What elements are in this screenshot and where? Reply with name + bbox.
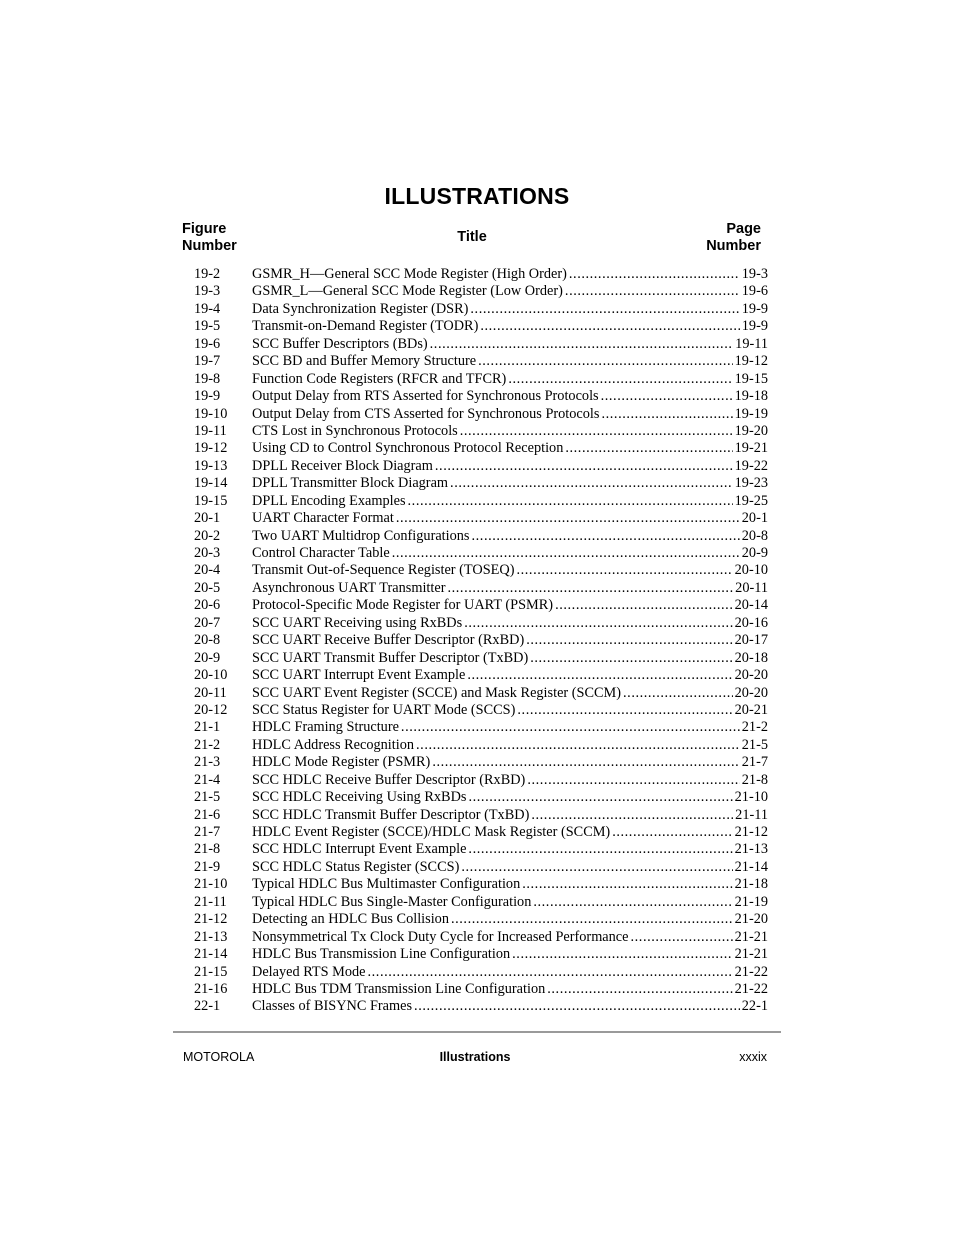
dot-leader xyxy=(478,353,733,370)
dot-leader xyxy=(531,807,733,824)
list-item[interactable] xyxy=(0,493,954,510)
entry-line xyxy=(252,929,768,946)
dot-leader xyxy=(601,388,733,405)
page-number: 20-17 xyxy=(734,632,768,649)
figure-title: SCC Status Register for UART Mode (SCCS) xyxy=(252,701,516,718)
column-header-page-line2: Number xyxy=(706,238,761,254)
entry-line xyxy=(252,562,768,579)
figure-number: 21-6 xyxy=(194,806,221,823)
figure-number: 20-11 xyxy=(194,684,227,701)
list-item[interactable] xyxy=(0,754,954,771)
list-item[interactable] xyxy=(0,719,954,736)
page-number: 21-20 xyxy=(734,911,768,928)
dot-leader xyxy=(460,423,733,440)
page-number: 22-1 xyxy=(741,998,768,1015)
figure-number: 19-6 xyxy=(194,335,221,352)
page-number: 21-5 xyxy=(741,736,768,753)
dot-leader xyxy=(516,562,732,579)
figure-number: 19-14 xyxy=(194,475,228,492)
entry-line xyxy=(252,981,768,998)
dot-leader xyxy=(517,702,732,719)
figure-title: Transmit-on-Demand Register (TODR) xyxy=(252,318,479,335)
entry-line xyxy=(252,737,768,754)
list-item[interactable] xyxy=(0,615,954,632)
figure-title: UART Character Format xyxy=(252,510,394,527)
figure-number: 21-2 xyxy=(194,736,221,753)
footer-publisher: MOTOROLA xyxy=(183,1050,255,1064)
entry-line xyxy=(252,859,768,876)
entry-line xyxy=(252,545,768,562)
figure-title: DPLL Receiver Block Diagram xyxy=(252,457,433,474)
figure-title: Classes of BISYNC Frames xyxy=(252,998,413,1015)
list-item[interactable] xyxy=(0,580,954,597)
dot-leader xyxy=(432,754,739,771)
figure-title: GSMR_H—General SCC Mode Register (High Order) xyxy=(252,266,567,282)
page-number: 20-11 xyxy=(735,579,768,596)
list-item[interactable] xyxy=(0,528,954,545)
list-item[interactable] xyxy=(0,789,954,806)
entry-line xyxy=(252,998,768,1015)
entry-line xyxy=(252,772,768,789)
figure-number: 20-6 xyxy=(194,597,221,614)
page-number: 21-7 xyxy=(741,754,768,771)
dot-leader xyxy=(533,894,732,911)
page-number: 19-25 xyxy=(734,492,768,509)
entry-line xyxy=(252,528,768,545)
figure-number: 20-5 xyxy=(194,579,221,596)
figure-number: 19-2 xyxy=(194,266,221,282)
dot-leader xyxy=(522,876,732,893)
entry-line xyxy=(252,318,768,335)
figure-number: 21-15 xyxy=(194,963,228,980)
dot-leader xyxy=(508,371,732,388)
figure-number: 20-2 xyxy=(194,527,221,544)
list-item[interactable] xyxy=(0,667,954,684)
figure-number: 21-3 xyxy=(194,754,221,771)
figure-title: HDLC Framing Structure xyxy=(252,719,399,736)
figure-title: SCC Buffer Descriptors (BDs) xyxy=(252,335,428,352)
page-number: 19-3 xyxy=(741,266,768,282)
dot-leader xyxy=(512,946,732,963)
column-header-figure-line1: Figure xyxy=(182,221,227,237)
page-number: 19-21 xyxy=(734,440,768,457)
figure-title: HDLC Address Recognition xyxy=(252,736,415,753)
list-item[interactable] xyxy=(0,702,954,719)
list-item[interactable] xyxy=(0,266,954,283)
page-number: 21-14 xyxy=(734,858,768,875)
dot-leader xyxy=(392,545,740,562)
page-number: 19-23 xyxy=(734,475,768,492)
page-number: 21-11 xyxy=(735,806,768,823)
dot-leader xyxy=(631,929,733,946)
list-item[interactable] xyxy=(0,371,954,388)
dot-leader xyxy=(527,772,739,789)
figure-number: 21-9 xyxy=(194,858,221,875)
list-item[interactable] xyxy=(0,475,954,492)
page-number: 19-19 xyxy=(734,405,768,422)
figure-title: Control Character Table xyxy=(252,545,390,561)
list-item[interactable] xyxy=(0,545,954,562)
page-number: 21-21 xyxy=(734,928,768,945)
dot-leader xyxy=(464,615,732,632)
entry-line xyxy=(252,685,768,702)
figure-title: Protocol-Specific Mode Register for UART (PSMR) xyxy=(252,597,554,614)
page-number: 19-18 xyxy=(734,388,768,405)
page-number: 20-18 xyxy=(734,649,768,666)
page-number: 21-13 xyxy=(734,841,768,858)
dot-leader xyxy=(435,458,733,475)
list-item[interactable] xyxy=(0,318,954,335)
figure-title: SCC HDLC Status Register (SCCS) xyxy=(252,858,460,875)
entry-line xyxy=(252,283,768,300)
column-header-page-number xyxy=(690,221,761,255)
footer-divider xyxy=(173,1031,781,1033)
list-item[interactable] xyxy=(0,406,954,423)
entry-line xyxy=(252,440,768,457)
page-number: 21-22 xyxy=(734,980,768,997)
entry-line xyxy=(252,894,768,911)
list-item[interactable] xyxy=(0,737,954,754)
figure-title: HDLC Bus Transmission Line Configuration xyxy=(252,946,511,963)
figure-number: 21-10 xyxy=(194,876,228,893)
list-item[interactable] xyxy=(0,301,954,318)
figure-title: CTS Lost in Synchronous Protocols xyxy=(252,422,458,439)
figure-title: SCC HDLC Interrupt Event Example xyxy=(252,841,467,858)
entry-line xyxy=(252,580,768,597)
figure-title: SCC HDLC Receive Buffer Descriptor (RxBD) xyxy=(252,771,526,788)
dot-leader xyxy=(450,475,733,492)
entry-line xyxy=(252,406,768,423)
column-header-page-line1: Page xyxy=(726,221,761,237)
list-item[interactable] xyxy=(0,876,954,893)
dot-leader xyxy=(401,719,740,736)
entry-line xyxy=(252,266,768,283)
page-number: 20-21 xyxy=(734,701,768,718)
figure-title: Using CD to Control Synchronous Protocol Reception xyxy=(252,440,564,457)
figure-title: Asynchronous UART Transmitter xyxy=(252,579,446,596)
list-item[interactable] xyxy=(0,423,954,440)
entry-line xyxy=(252,911,768,928)
figure-number: 21-4 xyxy=(194,771,221,788)
entry-line xyxy=(252,807,768,824)
list-item[interactable] xyxy=(0,964,954,981)
dot-leader xyxy=(526,632,732,649)
dot-leader xyxy=(468,841,732,858)
entry-line xyxy=(252,493,768,510)
list-item[interactable] xyxy=(0,894,954,911)
page-number: 19-11 xyxy=(735,335,768,352)
entry-line xyxy=(252,615,768,632)
entry-line xyxy=(252,650,768,667)
dot-leader xyxy=(470,301,739,318)
figure-title: Transmit Out-of-Sequence Register (TOSEQ) xyxy=(252,562,515,579)
entry-line xyxy=(252,423,768,440)
figure-number: 20-7 xyxy=(194,614,221,631)
figure-number: 21-1 xyxy=(194,719,221,736)
entry-line xyxy=(252,336,768,353)
figure-number: 19-5 xyxy=(194,318,221,335)
entry-line xyxy=(252,388,768,405)
page-number: 19-22 xyxy=(734,457,768,474)
dot-leader xyxy=(612,824,732,841)
dot-leader xyxy=(451,911,733,928)
dot-leader xyxy=(408,493,733,510)
figure-title: Output Delay from CTS Asserted for Synchronous Protocols xyxy=(252,405,600,422)
dot-leader xyxy=(601,406,732,423)
entry-line xyxy=(252,353,768,370)
page-number: 21-19 xyxy=(734,893,768,910)
list-item[interactable] xyxy=(0,929,954,946)
figure-title: Two UART Multidrop Configurations xyxy=(252,527,470,544)
figure-title: SCC UART Event Register (SCCE) and Mask Register (SCCM) xyxy=(252,684,622,701)
list-item[interactable] xyxy=(0,388,954,405)
entry-line xyxy=(252,946,768,963)
dot-leader xyxy=(569,266,740,283)
figure-title: Typical HDLC Bus Multimaster Configuration xyxy=(252,876,521,893)
list-item[interactable] xyxy=(0,824,954,841)
figure-title: HDLC Event Register (SCCE)/HDLC Mask Register (SCCM) xyxy=(252,824,611,840)
figure-number: 20-4 xyxy=(194,562,221,579)
page-number: 19-9 xyxy=(741,318,768,335)
figure-number: 19-7 xyxy=(194,353,221,370)
list-item[interactable] xyxy=(0,946,954,963)
figure-number: 21-13 xyxy=(194,928,228,945)
entry-line xyxy=(252,667,768,684)
figure-title: SCC UART Transmit Buffer Descriptor (TxBD) xyxy=(252,649,529,666)
figure-title: SCC UART Receive Buffer Descriptor (RxBD) xyxy=(252,632,525,649)
page-number: 19-9 xyxy=(741,300,768,317)
page-number: 19-6 xyxy=(741,283,768,300)
figure-number: 20-3 xyxy=(194,545,221,561)
page-number: 20-1 xyxy=(741,510,768,527)
footer-section-title: Illustrations xyxy=(439,1050,511,1064)
figure-title: Function Code Registers (RFCR and TFCR) xyxy=(252,370,507,387)
list-item[interactable] xyxy=(0,336,954,353)
dot-leader xyxy=(468,789,732,806)
entry-line xyxy=(252,301,768,318)
page-number: 19-15 xyxy=(734,370,768,387)
page-number: 21-18 xyxy=(734,876,768,893)
page-number: 19-20 xyxy=(734,422,768,439)
figure-title: SCC UART Receiving using RxBDs xyxy=(252,614,463,631)
figure-number: 19-12 xyxy=(194,440,228,457)
page-number: 21-12 xyxy=(734,824,768,840)
figure-title: Output Delay from RTS Asserted for Synchronous Protocols xyxy=(252,388,599,405)
figure-title: Data Synchronization Register (DSR) xyxy=(252,300,469,317)
figure-number: 19-11 xyxy=(194,422,227,439)
figure-number: 19-4 xyxy=(194,300,221,317)
figure-number: 19-13 xyxy=(194,457,228,474)
page-number: 21-8 xyxy=(741,771,768,788)
list-item[interactable] xyxy=(0,998,954,1015)
figure-number: 19-8 xyxy=(194,370,221,387)
dot-leader xyxy=(472,528,740,545)
list-item[interactable] xyxy=(0,859,954,876)
dot-leader xyxy=(430,336,734,353)
figure-title: SCC UART Interrupt Event Example xyxy=(252,667,466,684)
dot-leader xyxy=(414,998,740,1015)
page-number: 20-9 xyxy=(741,545,768,561)
illustrations-list xyxy=(0,266,954,1016)
page-number: 20-8 xyxy=(741,527,768,544)
page-title: ILLUSTRATIONS xyxy=(384,183,570,209)
figure-title: SCC HDLC Receiving Using RxBDs xyxy=(252,789,467,806)
figure-title: Delayed RTS Mode xyxy=(252,963,366,980)
dot-leader xyxy=(555,597,733,614)
list-item[interactable] xyxy=(0,440,954,457)
figure-number: 21-16 xyxy=(194,980,228,997)
list-item[interactable] xyxy=(0,597,954,614)
figure-title: SCC BD and Buffer Memory Structure xyxy=(252,353,477,370)
figure-number: 20-10 xyxy=(194,667,228,684)
figure-number: 21-5 xyxy=(194,789,221,806)
list-item[interactable] xyxy=(0,685,954,702)
page-number: 19-12 xyxy=(734,353,768,370)
entry-line xyxy=(252,754,768,771)
list-item[interactable] xyxy=(0,911,954,928)
entry-line xyxy=(252,702,768,719)
figure-number: 22-1 xyxy=(194,998,221,1015)
list-item[interactable] xyxy=(0,772,954,789)
page-number: 20-14 xyxy=(734,597,768,614)
entry-line xyxy=(252,824,768,841)
list-item[interactable] xyxy=(0,650,954,667)
page-number: 20-10 xyxy=(734,562,768,579)
figure-number: 21-12 xyxy=(194,911,228,928)
entry-line xyxy=(252,841,768,858)
entry-line xyxy=(252,371,768,388)
list-item[interactable] xyxy=(0,458,954,475)
figure-number: 19-9 xyxy=(194,388,221,405)
page-number: 21-10 xyxy=(734,789,768,806)
list-item[interactable] xyxy=(0,283,954,300)
figure-title: Nonsymmetrical Tx Clock Duty Cycle for Increased Performance xyxy=(252,928,629,945)
column-header-title: Title xyxy=(457,229,487,245)
list-item[interactable] xyxy=(0,841,954,858)
column-header-figure-line2: Number xyxy=(182,238,237,254)
page-number: 20-16 xyxy=(734,614,768,631)
dot-leader xyxy=(467,667,732,684)
list-item[interactable] xyxy=(0,562,954,579)
figure-title: Typical HDLC Bus Single-Master Configuration xyxy=(252,893,532,910)
figure-title: HDLC Bus TDM Transmission Line Configuration xyxy=(252,980,546,997)
entry-line xyxy=(252,597,768,614)
page-number: 20-20 xyxy=(734,667,768,684)
dot-leader xyxy=(565,283,740,300)
figure-number: 20-1 xyxy=(194,510,221,527)
entry-line xyxy=(252,632,768,649)
dot-leader xyxy=(623,685,733,702)
page-number: 21-22 xyxy=(734,963,768,980)
entry-line xyxy=(252,719,768,736)
figure-title: DPLL Encoding Examples xyxy=(252,492,406,509)
list-item[interactable] xyxy=(0,981,954,998)
figure-number: 19-10 xyxy=(194,405,228,422)
figure-number: 20-9 xyxy=(194,649,221,666)
dot-leader xyxy=(447,580,733,597)
dot-leader xyxy=(461,859,732,876)
dot-leader xyxy=(530,650,732,667)
figure-title: Detecting an HDLC Bus Collision xyxy=(252,911,449,928)
page-number: 20-20 xyxy=(734,684,768,701)
entry-line xyxy=(252,789,768,806)
footer-page-number: xxxix xyxy=(739,1050,767,1064)
dot-leader xyxy=(547,981,732,998)
list-item[interactable] xyxy=(0,353,954,370)
list-item[interactable] xyxy=(0,807,954,824)
figure-title: SCC HDLC Transmit Buffer Descriptor (TxBD) xyxy=(252,806,530,823)
figure-title: DPLL Transmitter Block Diagram xyxy=(252,475,449,492)
list-item[interactable] xyxy=(0,510,954,527)
page-number: 21-2 xyxy=(741,719,768,736)
figure-number: 19-15 xyxy=(194,492,228,509)
figure-title: HDLC Mode Register (PSMR) xyxy=(252,754,431,771)
entry-line xyxy=(252,458,768,475)
entry-line xyxy=(252,876,768,893)
figure-number: 21-8 xyxy=(194,841,221,858)
figure-title: GSMR_L—General SCC Mode Register (Low Order) xyxy=(252,283,563,300)
page-number: 21-21 xyxy=(734,946,768,963)
entry-line xyxy=(252,510,768,527)
figure-number: 19-3 xyxy=(194,283,221,300)
entry-line xyxy=(252,475,768,492)
list-item[interactable] xyxy=(0,632,954,649)
figure-number: 21-11 xyxy=(194,893,227,910)
figure-number: 21-14 xyxy=(194,946,228,963)
dot-leader xyxy=(368,964,733,981)
dot-leader xyxy=(396,510,740,527)
figure-number: 21-7 xyxy=(194,824,221,840)
dot-leader xyxy=(565,440,732,457)
dot-leader xyxy=(416,737,740,754)
entry-line xyxy=(252,964,768,981)
dot-leader xyxy=(480,318,739,335)
figure-number: 20-12 xyxy=(194,701,228,718)
figure-number: 20-8 xyxy=(194,632,221,649)
